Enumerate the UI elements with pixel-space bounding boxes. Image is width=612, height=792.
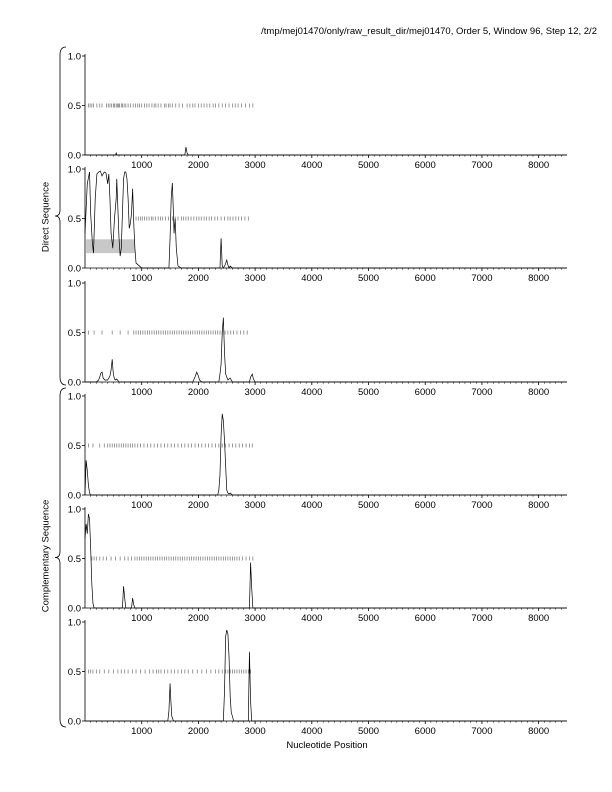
series-line bbox=[85, 414, 567, 495]
y-tick-label: 1.0 bbox=[67, 504, 81, 516]
x-tick-label: 7000 bbox=[471, 613, 493, 624]
x-tick-label: 1000 bbox=[131, 160, 153, 171]
x-tick-label: 2000 bbox=[187, 273, 209, 284]
y-tick-label: 0.5 bbox=[67, 441, 81, 452]
y-tick-label: 1.0 bbox=[67, 391, 81, 403]
x-tick-label: 4000 bbox=[301, 613, 323, 624]
x-tick-label: 6000 bbox=[414, 613, 436, 624]
x-tick-label: 6000 bbox=[414, 387, 436, 398]
direct-sequence-brace bbox=[55, 47, 66, 385]
x-tick-label: 6000 bbox=[414, 500, 436, 511]
x-tick-label: 4000 bbox=[301, 387, 323, 398]
x-tick-label: 4000 bbox=[301, 500, 323, 511]
complementary-sequence-brace bbox=[55, 388, 66, 727]
x-tick-label: 7000 bbox=[471, 726, 493, 737]
x-tick-label: 3000 bbox=[244, 500, 266, 511]
series-line bbox=[85, 147, 567, 155]
y-tick-label: 1.0 bbox=[67, 51, 81, 63]
x-tick-label: 7000 bbox=[471, 160, 493, 171]
x-tick-label: 7000 bbox=[471, 273, 493, 284]
y-tick-label: 0.5 bbox=[67, 554, 81, 565]
complementary-sequence-label: Complementary Sequence bbox=[40, 499, 52, 613]
x-tick-label: 7000 bbox=[471, 500, 493, 511]
y-tick-label: 0.5 bbox=[67, 214, 81, 225]
x-tick-label: 2000 bbox=[187, 613, 209, 624]
chart-panel-4 bbox=[68, 392, 567, 512]
chart-panel-1 bbox=[68, 52, 567, 172]
y-tick-label: 0.0 bbox=[67, 716, 81, 728]
x-tick-label: 3000 bbox=[244, 726, 266, 737]
x-tick-label: 8000 bbox=[528, 387, 550, 398]
page-title: /tmp/mej01470/only/raw_result_dir/mej01470, Order 5, Window 96, Step 12, 2/2 bbox=[261, 26, 597, 37]
x-tick-label: 5000 bbox=[357, 613, 380, 624]
x-tick-label: 2000 bbox=[187, 726, 209, 737]
y-tick-label: 0.0 bbox=[67, 150, 81, 162]
x-tick-label: 7000 bbox=[471, 387, 493, 398]
y-tick-label: 0.0 bbox=[67, 490, 81, 502]
x-axis-label: Nucleotide Position bbox=[286, 740, 368, 751]
x-tick-label: 8000 bbox=[528, 273, 550, 284]
x-tick-label: 5000 bbox=[357, 726, 380, 737]
x-tick-label: 6000 bbox=[414, 160, 436, 171]
x-tick-label: 3000 bbox=[244, 613, 266, 624]
x-tick-label: 6000 bbox=[414, 726, 436, 737]
x-tick-label: 1000 bbox=[131, 613, 153, 624]
series-line bbox=[85, 630, 567, 721]
x-tick-label: 6000 bbox=[414, 273, 436, 284]
y-tick-label: 0.0 bbox=[67, 377, 81, 389]
y-tick-label: 0.5 bbox=[67, 667, 81, 678]
series-line bbox=[85, 171, 567, 268]
x-tick-label: 3000 bbox=[244, 273, 266, 284]
y-tick-label: 1.0 bbox=[67, 617, 81, 629]
direct-sequence-label: Direct Sequence bbox=[40, 181, 52, 253]
y-tick-label: 0.0 bbox=[67, 263, 81, 275]
x-tick-label: 8000 bbox=[528, 500, 550, 511]
y-tick-label: 0.5 bbox=[67, 101, 81, 112]
x-tick-label: 3000 bbox=[244, 387, 266, 398]
x-tick-label: 5000 bbox=[357, 387, 380, 398]
chart-panel-6 bbox=[68, 618, 567, 738]
x-tick-label: 2000 bbox=[187, 500, 209, 511]
x-tick-label: 2000 bbox=[187, 160, 209, 171]
series-line bbox=[85, 318, 567, 382]
x-tick-label: 5000 bbox=[357, 273, 380, 284]
x-tick-label: 1000 bbox=[131, 273, 153, 284]
chart-panel-5 bbox=[68, 505, 567, 625]
x-tick-label: 3000 bbox=[244, 160, 266, 171]
x-tick-label: 2000 bbox=[187, 387, 209, 398]
x-tick-label: 5000 bbox=[357, 500, 380, 511]
y-tick-label: 1.0 bbox=[67, 278, 81, 290]
x-tick-label: 1000 bbox=[131, 500, 153, 511]
chart-panel-2 bbox=[68, 165, 567, 285]
x-tick-label: 8000 bbox=[528, 160, 550, 171]
y-tick-label: 1.0 bbox=[67, 164, 81, 176]
x-tick-label: 8000 bbox=[528, 613, 550, 624]
x-tick-label: 4000 bbox=[301, 160, 323, 171]
x-tick-label: 4000 bbox=[301, 273, 323, 284]
x-tick-label: 1000 bbox=[131, 387, 153, 398]
x-tick-label: 5000 bbox=[357, 160, 380, 171]
x-tick-label: 8000 bbox=[528, 726, 550, 737]
series-line bbox=[85, 514, 567, 608]
x-tick-label: 4000 bbox=[301, 726, 323, 737]
y-tick-label: 0.0 bbox=[67, 603, 81, 615]
chart-panel-3 bbox=[68, 279, 567, 399]
x-tick-label: 1000 bbox=[131, 726, 153, 737]
y-tick-label: 0.5 bbox=[67, 328, 81, 339]
